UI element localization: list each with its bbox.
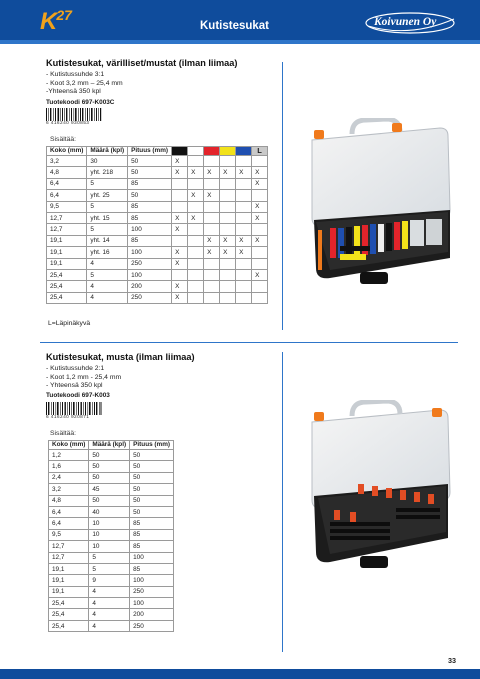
table-row: [47, 281, 268, 292]
cell-size: 9,5: [47, 201, 87, 212]
cell-color-mark: X: [252, 178, 268, 189]
cell-color-mark: [188, 235, 204, 246]
cell-size: 25,4: [49, 609, 89, 620]
cell-color-mark: X: [204, 235, 220, 246]
cell-qty: 4: [89, 609, 130, 620]
col-qty-header: Määrä (kpl): [89, 441, 130, 450]
cell-color-mark: X: [172, 156, 188, 167]
section1-contents-label: Sisältää:: [50, 136, 77, 143]
cell-color-mark: [252, 156, 268, 167]
assortment-case-colored-image: [300, 118, 452, 294]
cell-qty: 4: [89, 598, 130, 609]
cell-color-mark: [236, 224, 252, 235]
table-row: [47, 156, 268, 167]
cell-color-mark: X: [172, 292, 188, 303]
cell-size: 12,7: [47, 212, 87, 223]
cell-length: 85: [128, 201, 172, 212]
cell-color-mark: [172, 201, 188, 212]
col-length-header: Pituus (mm): [128, 147, 172, 156]
table-row: [49, 495, 174, 506]
section2-contents-label: Sisältää:: [50, 430, 77, 437]
cell-size: 25,4: [47, 281, 87, 292]
cell-size: 12,7: [49, 552, 89, 563]
cell-color-mark: [188, 281, 204, 292]
table-row: [47, 235, 268, 246]
col-length-header: Pituus (mm): [130, 441, 174, 450]
cell-length: 50: [128, 167, 172, 178]
cell-color-mark: X: [172, 167, 188, 178]
cell-length: 100: [130, 598, 174, 609]
company-logo-text: Koivunen Oy: [374, 16, 437, 28]
cell-color-mark: [204, 258, 220, 269]
cell-size: 19,1: [49, 586, 89, 597]
cell-length: 250: [130, 586, 174, 597]
swatch-red: [204, 147, 220, 156]
cell-size: 6,4: [47, 178, 87, 189]
swatch-black: [172, 147, 188, 156]
table-row: [49, 552, 174, 563]
cell-color-mark: [252, 224, 268, 235]
cell-color-mark: [220, 258, 236, 269]
column-divider-bottom: [282, 352, 283, 652]
cell-color-mark: X: [236, 247, 252, 258]
k27-logo: [40, 8, 102, 34]
brand-logo-letter: K: [40, 8, 57, 35]
section1-title: Kutistesukat, värilliset/mustat (ilman liimaa): [46, 58, 238, 68]
cell-color-mark: [252, 190, 268, 201]
cell-qty: yht. 15: [87, 212, 128, 223]
cell-size: 3,2: [49, 484, 89, 495]
cell-color-mark: X: [252, 201, 268, 212]
cell-size: 25,4: [49, 620, 89, 631]
footer-bar: [0, 669, 480, 679]
cell-color-mark: [204, 178, 220, 189]
table-row: [47, 292, 268, 303]
cell-color-mark: [236, 178, 252, 189]
cell-qty: 45: [89, 484, 130, 495]
cell-qty: yht. 16: [87, 247, 128, 258]
section2-barcode-icon: [46, 402, 102, 415]
cell-color-mark: [236, 156, 252, 167]
table-row: [47, 190, 268, 201]
table-row: [47, 178, 268, 189]
cell-length: 250: [128, 292, 172, 303]
section1-table: [46, 146, 268, 304]
table-row: [47, 167, 268, 178]
cell-size: 25,4: [49, 598, 89, 609]
cell-size: 4,8: [47, 167, 87, 178]
cell-length: 250: [128, 258, 172, 269]
section2-product-code: Tuotekoodi 697-K003: [46, 392, 110, 399]
cell-length: 85: [130, 529, 174, 540]
cell-qty: 5: [87, 178, 128, 189]
cell-size: 1,2: [49, 450, 89, 461]
cell-size: 25,4: [47, 269, 87, 280]
cell-color-mark: [252, 258, 268, 269]
table-row: [49, 620, 174, 631]
cell-color-mark: [220, 224, 236, 235]
cell-color-mark: [220, 269, 236, 280]
section1-product-code: Tuotekoodi 697-K003C: [46, 99, 115, 106]
section2-barcode-number: 6 416240 920871: [46, 415, 90, 420]
cell-color-mark: X: [172, 281, 188, 292]
cell-qty: 5: [89, 552, 130, 563]
table-row: [47, 224, 268, 235]
cell-size: 9,5: [49, 529, 89, 540]
cell-length: 50: [130, 450, 174, 461]
cell-size: 6,4: [49, 506, 89, 517]
cell-length: 100: [130, 575, 174, 586]
cell-qty: 10: [89, 541, 130, 552]
cell-length: 85: [130, 541, 174, 552]
cell-length: 50: [130, 472, 174, 483]
cell-color-mark: X: [220, 247, 236, 258]
cell-length: 85: [128, 212, 172, 223]
cell-length: 50: [130, 506, 174, 517]
cell-color-mark: [172, 269, 188, 280]
swatch-blue: [236, 147, 252, 156]
cell-color-mark: [188, 269, 204, 280]
cell-qty: 40: [89, 506, 130, 517]
cell-qty: 4: [87, 258, 128, 269]
section1-barcode-icon: [46, 108, 102, 121]
section1-bullet: - Kutistussuhde 3:1: [46, 71, 105, 78]
cell-length: 200: [128, 281, 172, 292]
cell-color-mark: X: [252, 167, 268, 178]
cell-color-mark: [252, 247, 268, 258]
section1-bullet: -Yhteensä 350 kpl: [46, 88, 101, 96]
page-header: [0, 0, 480, 44]
section2-bullets: [46, 365, 121, 391]
cell-qty: 50: [89, 461, 130, 472]
cell-color-mark: [204, 269, 220, 280]
cell-length: 100: [130, 552, 174, 563]
cell-length: 85: [128, 235, 172, 246]
table-row: [49, 575, 174, 586]
cell-length: 50: [130, 461, 174, 472]
cell-color-mark: [188, 224, 204, 235]
cell-qty: yht. 25: [87, 190, 128, 201]
cell-color-mark: [236, 281, 252, 292]
section1-bullet: - Koot 3,2 mm – 25,4 mm: [46, 79, 123, 87]
table-row: [49, 484, 174, 495]
table-row: [49, 563, 174, 574]
cell-length: 50: [128, 156, 172, 167]
cell-color-mark: X: [220, 235, 236, 246]
cell-color-mark: [204, 224, 220, 235]
cell-length: 200: [130, 609, 174, 620]
col-size-header: Koko (mm): [49, 441, 89, 450]
col-qty-header: Määrä (kpl): [87, 147, 128, 156]
cell-color-mark: [236, 258, 252, 269]
table-row: [49, 461, 174, 472]
cell-size: 4,8: [49, 495, 89, 506]
cell-color-mark: [236, 190, 252, 201]
cell-color-mark: [188, 156, 204, 167]
cell-qty: 50: [89, 495, 130, 506]
brand-logo-number: 27: [56, 7, 72, 23]
cell-qty: 5: [89, 563, 130, 574]
cell-color-mark: [204, 292, 220, 303]
header-stripe: [0, 40, 480, 44]
cell-color-mark: X: [188, 167, 204, 178]
cell-qty: 10: [89, 529, 130, 540]
table-row: [49, 609, 174, 620]
table-row: [47, 201, 268, 212]
cell-qty: 5: [87, 201, 128, 212]
cell-size: 25,4: [47, 292, 87, 303]
cell-length: 250: [130, 620, 174, 631]
cell-color-mark: X: [252, 212, 268, 223]
cell-color-mark: [252, 292, 268, 303]
swatch-white: [188, 147, 204, 156]
cell-length: 50: [130, 495, 174, 506]
section1-bullets: [46, 71, 123, 97]
section2-title: Kutistesukat, musta (ilman liimaa): [46, 352, 195, 362]
section2-bullet: - Kutistussuhde 2:1: [46, 365, 105, 372]
cell-color-mark: X: [172, 212, 188, 223]
cell-length: 50: [128, 190, 172, 201]
cell-size: 19,1: [49, 563, 89, 574]
table-row: [49, 518, 174, 529]
table-row: [47, 247, 268, 258]
cell-color-mark: X: [188, 190, 204, 201]
cell-color-mark: [188, 292, 204, 303]
cell-color-mark: X: [204, 167, 220, 178]
section2-table: [48, 440, 174, 632]
cell-qty: yht. 218: [87, 167, 128, 178]
cell-size: 2,4: [49, 472, 89, 483]
cell-color-mark: [188, 201, 204, 212]
table-row: [49, 529, 174, 540]
cell-size: 6,4: [49, 518, 89, 529]
cell-color-mark: [172, 235, 188, 246]
cell-color-mark: [204, 201, 220, 212]
cell-color-mark: [220, 292, 236, 303]
column-divider-top: [282, 62, 283, 330]
cell-color-mark: [204, 156, 220, 167]
cell-color-mark: [204, 212, 220, 223]
cell-qty: 9: [89, 575, 130, 586]
section2-bullet: - Yhteensä 350 kpl: [46, 382, 103, 390]
cell-color-mark: [236, 212, 252, 223]
table-row: [49, 598, 174, 609]
cell-color-mark: [172, 178, 188, 189]
cell-color-mark: [220, 281, 236, 292]
cell-qty: 4: [87, 292, 128, 303]
cell-length: 100: [128, 224, 172, 235]
page-number: 33: [448, 656, 456, 665]
cell-qty: 50: [89, 472, 130, 483]
page-title: Kutistesukat: [200, 20, 270, 32]
col-size-header: Koko (mm): [47, 147, 87, 156]
cell-color-mark: [188, 258, 204, 269]
table-row: [49, 472, 174, 483]
table-row: [47, 258, 268, 269]
table-row: [49, 541, 174, 552]
cell-color-mark: [236, 201, 252, 212]
table-row: [49, 586, 174, 597]
cell-length: 50: [130, 484, 174, 495]
cell-size: 12,7: [47, 224, 87, 235]
cell-color-mark: [252, 281, 268, 292]
assortment-case-black-image: [300, 400, 452, 576]
cell-color-mark: [220, 201, 236, 212]
cell-qty: 4: [89, 586, 130, 597]
cell-qty: 5: [87, 269, 128, 280]
table-header-row: [49, 441, 174, 450]
section1-footnote: L=Läpinäkyvä: [48, 320, 91, 327]
table-row: [49, 450, 174, 461]
cell-color-mark: [236, 269, 252, 280]
cell-color-mark: X: [172, 247, 188, 258]
cell-color-mark: [220, 178, 236, 189]
cell-length: 85: [130, 518, 174, 529]
cell-size: 3,2: [47, 156, 87, 167]
cell-qty: 4: [89, 620, 130, 631]
section-divider: [40, 342, 458, 343]
cell-size: 19,1: [49, 575, 89, 586]
cell-length: 85: [130, 563, 174, 574]
cell-length: 100: [128, 269, 172, 280]
cell-length: 85: [128, 178, 172, 189]
cell-qty: 4: [87, 281, 128, 292]
cell-color-mark: [220, 212, 236, 223]
cell-qty: 10: [89, 518, 130, 529]
table-header-row: [47, 147, 268, 156]
cell-color-mark: [220, 190, 236, 201]
table-row: [47, 269, 268, 280]
cell-color-mark: X: [236, 235, 252, 246]
cell-color-mark: X: [220, 167, 236, 178]
cell-qty: 50: [89, 450, 130, 461]
cell-qty: yht. 14: [87, 235, 128, 246]
cell-color-mark: [204, 281, 220, 292]
cell-color-mark: [220, 156, 236, 167]
cell-length: 100: [128, 247, 172, 258]
cell-color-mark: [172, 190, 188, 201]
cell-size: 19,1: [47, 247, 87, 258]
section2-bullet: - Koot 1,2 mm - 25,4 mm: [46, 373, 122, 381]
cell-color-mark: X: [204, 190, 220, 201]
cell-qty: 30: [87, 156, 128, 167]
swatch-clear: L: [252, 147, 268, 156]
cell-color-mark: X: [188, 212, 204, 223]
table-row: [47, 212, 268, 223]
cell-size: 6,4: [47, 190, 87, 201]
table-row: [49, 506, 174, 517]
cell-size: 1,6: [49, 461, 89, 472]
cell-color-mark: X: [236, 167, 252, 178]
swatch-yellow: [220, 147, 236, 156]
cell-color-mark: [236, 292, 252, 303]
section1-barcode-number: 6 416240 930853: [46, 121, 90, 126]
cell-color-mark: X: [172, 258, 188, 269]
cell-color-mark: [188, 247, 204, 258]
cell-color-mark: X: [172, 224, 188, 235]
cell-color-mark: [188, 178, 204, 189]
cell-color-mark: X: [204, 247, 220, 258]
company-logo: [364, 10, 456, 36]
cell-size: 19,1: [47, 258, 87, 269]
cell-color-mark: X: [252, 235, 268, 246]
cell-size: 12,7: [49, 541, 89, 552]
cell-qty: 5: [87, 224, 128, 235]
cell-color-mark: X: [252, 269, 268, 280]
cell-size: 19,1: [47, 235, 87, 246]
